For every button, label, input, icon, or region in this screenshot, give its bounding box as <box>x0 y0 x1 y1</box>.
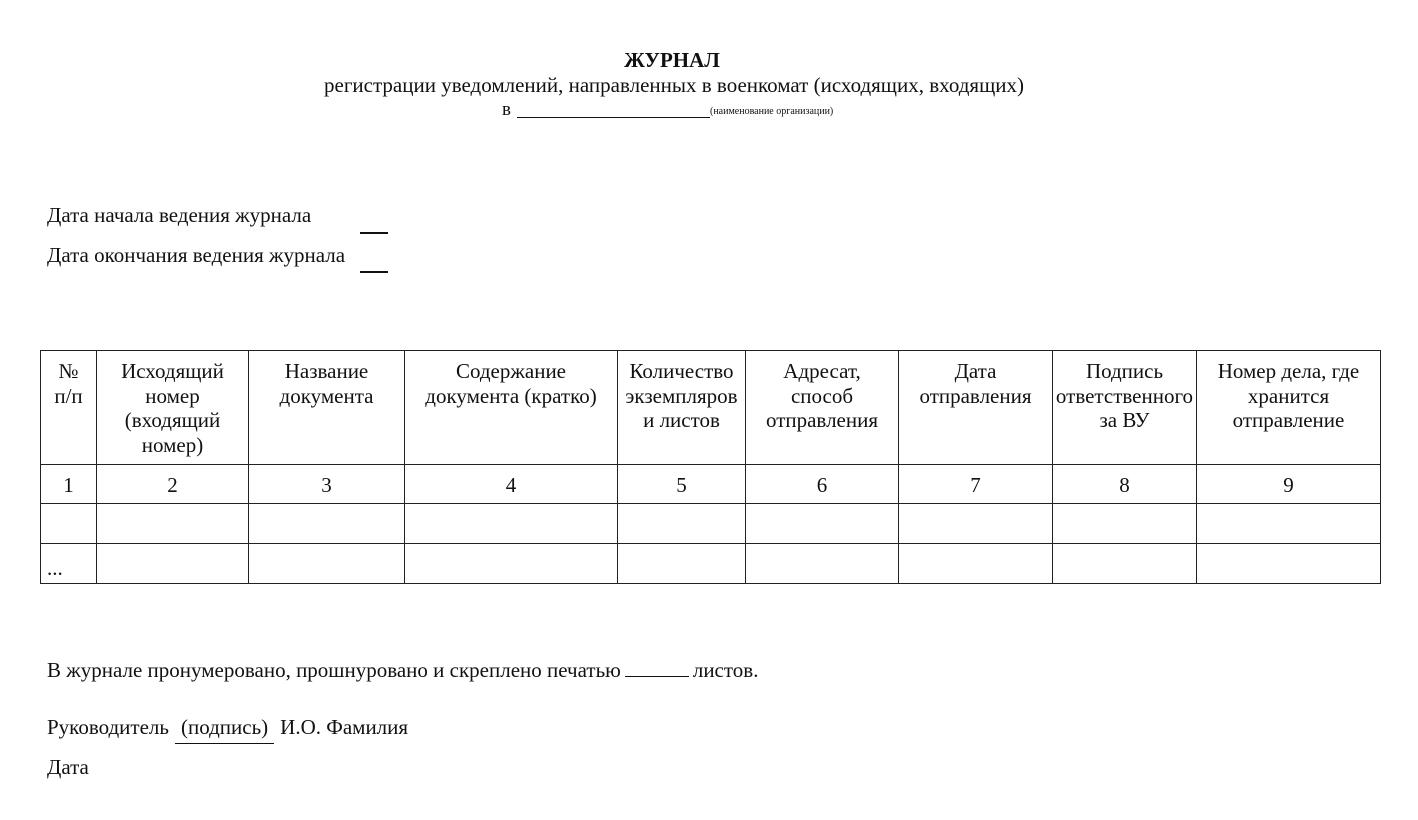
column-number-row <box>41 465 1381 504</box>
organization-prefix: в <box>502 99 511 120</box>
start-date-blank <box>360 232 388 234</box>
empty-cell <box>1053 544 1197 584</box>
signature-field: (подпись) <box>175 714 274 744</box>
header-cell <box>746 351 899 465</box>
column-number-cell: 2 <box>97 465 249 504</box>
column-number-cell: 3 <box>249 465 405 504</box>
table-row <box>41 504 1381 544</box>
header-line: п/п <box>54 383 83 408</box>
header-line: (входящий <box>124 408 221 432</box>
empty-cell <box>1053 504 1197 544</box>
header-line: № <box>58 359 79 383</box>
header-cell <box>1197 351 1381 465</box>
journal-table <box>40 350 1381 584</box>
header-cell <box>97 351 249 465</box>
empty-cell <box>249 504 405 544</box>
empty-cell <box>1197 544 1381 584</box>
pages-statement-suffix: листов. <box>692 658 759 682</box>
column-number-cell: 7 <box>899 465 1053 504</box>
start-date-row <box>47 202 311 228</box>
start-date-label: Дата начала ведения журнала <box>47 203 312 227</box>
column-number-cell: 6 <box>746 465 899 504</box>
organization-hint: (наименование организации) <box>709 106 834 117</box>
end-date-label: Дата окончания ведения журнала <box>47 243 346 267</box>
header-cell <box>899 351 1053 465</box>
organization-blank <box>517 98 710 118</box>
empty-cell <box>249 544 405 584</box>
head-signature-line <box>47 714 408 744</box>
empty-cell <box>746 544 899 584</box>
empty-cell <box>97 544 249 584</box>
empty-cell <box>899 504 1053 544</box>
empty-cell <box>618 504 746 544</box>
column-number-cell: 8 <box>1053 465 1197 504</box>
header-line: Название <box>284 359 369 383</box>
date-label: Дата <box>47 755 89 779</box>
header-cell <box>249 351 405 465</box>
header-cell <box>618 351 746 465</box>
header-line: экземпляров <box>625 383 738 408</box>
empty-cell <box>405 504 618 544</box>
header-line: Подпись <box>1085 359 1164 383</box>
header-line: Адресат, <box>783 359 861 383</box>
date-line <box>47 754 89 780</box>
continuation-marker: ... <box>41 544 97 584</box>
header-line: Дата <box>954 359 997 383</box>
header-line: за ВУ <box>1099 408 1150 432</box>
pages-statement <box>47 657 758 683</box>
column-number-cell: 4 <box>405 465 618 504</box>
empty-cell <box>41 504 97 544</box>
header-cell <box>405 351 618 465</box>
header-line: номер <box>145 383 200 408</box>
column-number-cell: 5 <box>618 465 746 504</box>
empty-cell <box>746 504 899 544</box>
header-line: способ <box>790 383 854 408</box>
head-label: Руководитель <box>47 715 169 739</box>
header-line: отправления <box>765 408 879 432</box>
header-line: Исходящий <box>121 359 224 383</box>
header-line: Номер дела, где <box>1217 359 1360 383</box>
table-header-row <box>41 351 1381 465</box>
header-cell <box>1053 351 1197 465</box>
pages-statement-text: В журнале пронумеровано, прошнуровано и скреплено печатью <box>47 658 621 682</box>
header-line: Содержание <box>455 359 567 383</box>
journal-title: ЖУРНАЛ <box>624 48 720 72</box>
journal-subtitle: регистрации уведомлений, направленных в военкомат (исходящих, входящих) <box>324 73 1024 97</box>
header-line: ответственного <box>1055 383 1194 408</box>
column-number-cell: 9 <box>1197 465 1381 504</box>
table-row <box>41 544 1381 584</box>
header-line: и листов <box>643 408 720 432</box>
pages-count-blank <box>625 658 689 677</box>
header-line: номер) <box>141 432 204 457</box>
empty-cell <box>1197 504 1381 544</box>
end-date-row <box>47 242 345 268</box>
header-line: документа (кратко) <box>425 383 597 408</box>
header-line: отправления <box>919 383 1032 408</box>
header-line: документа <box>279 383 374 408</box>
organization-line <box>502 98 833 122</box>
header-line: отправление <box>1232 408 1345 432</box>
header-cell <box>41 351 97 465</box>
end-date-blank <box>360 271 388 273</box>
empty-cell <box>97 504 249 544</box>
empty-cell <box>405 544 618 584</box>
head-name: И.О. Фамилия <box>280 715 409 739</box>
empty-cell <box>899 544 1053 584</box>
empty-cell <box>618 544 746 584</box>
header-line: Количество <box>629 359 734 383</box>
header-line: хранится <box>1247 383 1330 408</box>
column-number-cell: 1 <box>41 465 97 504</box>
